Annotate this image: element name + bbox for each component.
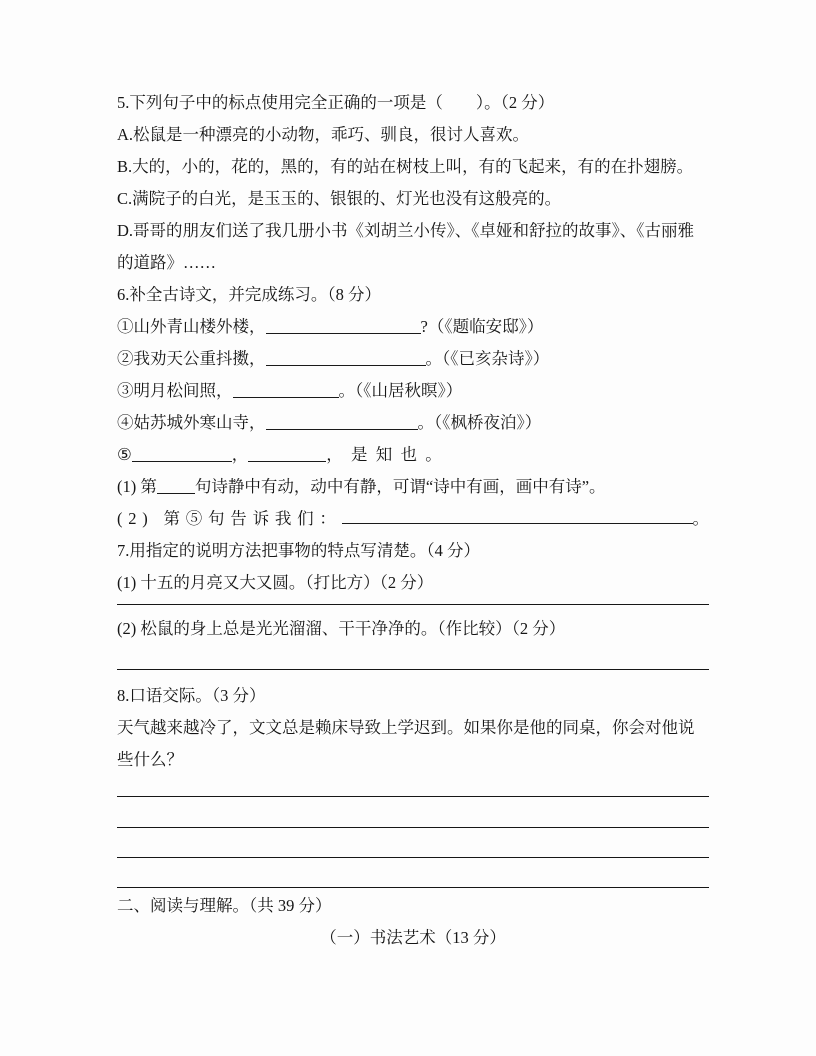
answer-line [117,857,709,858]
answer-line [117,887,709,888]
answer-line [117,796,709,797]
question-5-option-a: A.松鼠是一种漂亮的小动物，乖巧、驯良，很讨人喜欢。 [117,125,530,144]
item-text-pre: ③明月松间照， [117,381,233,400]
item-text-post: ?（《题临安邸》） [420,317,544,336]
item-text-pre: ②我劝天公重抖擞， [117,349,266,368]
question-7-item-2: (2) 松鼠的身上总是光光溜溜、干干净净的。（作比较）（2 分） [117,619,566,638]
item-text-post: 。（《枫桥夜泊》） [417,413,542,432]
item-text-post: 。 [692,509,709,528]
answer-line [117,669,709,670]
blank-line [233,383,339,398]
question-6-item-4 [117,407,709,439]
question-8-prompt: 天气越来越冷了，文文总是赖床导致上学迟到。如果你是他的同桌，你会对他说些什么？ [117,718,695,769]
blank-line [342,509,693,524]
section-2-subtitle: （一）书法艺术（13 分） [320,928,506,947]
question-5-title: 5.下列句子中的标点使用完全正确的一项是（ ）。（2 分） [117,93,555,112]
item-text-post: ，是知也。 [326,445,451,464]
question-6-item-5 [117,439,709,471]
page-content [117,87,709,954]
question-5-option-c: C.满院子的白光，是玉玉的、银银的、灯光也没有这般亮的。 [117,189,562,208]
question-6-item-3 [117,375,709,407]
item-text-pre: ①山外青山楼外楼， [117,317,266,336]
blank-line [266,351,426,366]
blank-line [132,447,232,462]
question-7-title: 7.用指定的说明方法把事物的特点写清楚。（4 分） [117,541,480,560]
item-text-post: 。（《已亥杂诗》） [425,349,550,368]
item-text-post: 句诗静中有动，动中有静，可谓“诗中有画，画中有诗”。 [194,477,606,496]
answer-line [117,827,709,828]
blank-line [157,479,195,494]
question-5-option-b: B.大的，小的，花的，黑的，有的站在树枝上叫，有的飞起来，有的在扑翅膀。 [117,157,694,176]
question-8-title: 8.口语交际。（3 分） [117,686,266,705]
blank-line [248,447,326,462]
blank-line [266,415,418,430]
question-6-item-2 [117,343,709,375]
item-text-pre: ⑤ [117,445,132,464]
item-text-post: 。（《山居秋暝》） [338,381,463,400]
question-6-sub-1 [117,471,709,503]
item-text-pre: (2) 第⑤句告诉我们： [117,509,342,528]
question-6-item-1 [117,311,709,343]
item-text-pre: ④姑苏城外寒山寺， [117,413,266,432]
question-6-sub-2 [117,503,709,535]
item-text-mid: ， [231,445,249,464]
question-6-title: 6.补全古诗文，并完成练习。（8 分） [117,285,381,304]
question-5-option-d: D.哥哥的朋友们送了我几册小书《刘胡兰小传》、《卓娅和舒拉的故事》、《古丽雅的道路》…… [117,221,695,272]
item-text-pre: (1) 第 [117,477,157,496]
answer-line [117,604,709,605]
section-2-title: 二、阅读与理解。（共 39 分） [117,896,332,915]
question-7-item-1: (1) 十五的月亮又大又圆。（打比方）（2 分） [117,573,434,592]
blank-line [266,319,421,334]
